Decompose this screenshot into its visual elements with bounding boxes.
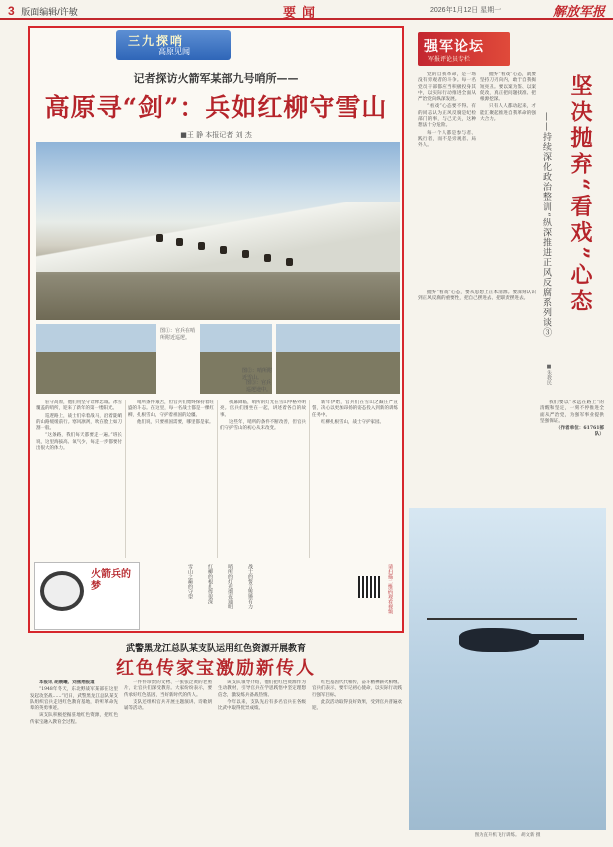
page-number: 3 <box>8 4 15 18</box>
paragraph: 我们要以“永远在路上”的清醒和坚定，一刻不停推进全面从严治党，为强军事业提供坚强保证。 <box>540 400 604 424</box>
rider-figure <box>264 254 271 262</box>
rider-figure <box>176 238 183 246</box>
paragraph: 一件件珍贵的文物、一张张泛黄的老照片，让官兵们深受教育。大家纷纷表示，要传承好红色基因，当好新时代的传人。 <box>124 680 212 698</box>
paragraph: 他们说，只要祖国需要，哪里都是家。 <box>137 419 214 425</box>
paragraph: 哨所条件艰苦，但官兵们始终保持着旺盛的斗志。在这里，每一名战士都是一棵红柳，扎根雪山，守护着祖国的边疆。 <box>128 400 214 418</box>
qr-prompt: 请扫描二维码观看视频 <box>387 564 393 614</box>
photo-caption-3: 图③：官兵巡逻途中。 <box>246 380 272 393</box>
rider-figure <box>220 246 227 254</box>
column-banner <box>116 30 231 60</box>
paragraph: 该支队领导介绍，他们把红色资源作为生动教材，引导官兵在学思践悟中坚定理想信念，激发练兵备战热情。 <box>218 680 306 698</box>
main-photo-snow-patrol <box>36 142 400 320</box>
snow-ridge <box>36 202 400 272</box>
feature-column-4 <box>312 400 398 558</box>
page-info <box>8 4 78 18</box>
paragraph: 只有人人都动起来，才能汇聚起推进自我革命的强大合力。 <box>480 104 536 123</box>
paragraph: 抛弃“看戏”心态，就要坚持刀刃向内，敢于自我揭短亮丑。要以案为鉴、以案促改，真正把问题找准、把根源挖深。 <box>480 72 536 103</box>
paragraph: 每一个人都是参与者、践行者，而不是旁观者、局外人。 <box>418 130 476 149</box>
rotor <box>427 618 577 620</box>
poem-line: 哨所的灯光彻夜通明 <box>227 564 233 609</box>
feature-column-2 <box>128 400 214 558</box>
paragraph: 巡逻路上，战士们牵着战马，沿着陡峭的山路缓缓前行。寒风凛冽，吹在脸上如刀割一般。 <box>36 413 122 432</box>
bottom-column-4 <box>312 680 402 840</box>
feature-headline: 高原寻“剑”：兵如红柳守雪山 <box>44 93 388 122</box>
commentary-tag-subtitle: 军报评论员专栏 <box>428 56 471 63</box>
paragraph: “看戏”心态要不得。有的同志认为正风反腐是纪检部门的事，与己无关，这种想法十分危险。 <box>418 104 476 129</box>
photo-caption-2: 图②：哨所附近雪山。 <box>242 368 273 381</box>
paragraph: 此次活动取得良好效果，受到官兵普遍欢迎。 <box>312 699 402 712</box>
paragraph: 该支队积极挖掘驻地红色资源，把红色传家宝融入教育全过程。 <box>30 713 118 725</box>
feature-column-3 <box>220 400 306 558</box>
bottom-kicker: 武警黑龙江总队某支队运用红色资源开展教育 <box>125 644 306 654</box>
paragraph: 今年以来，支队先后有多名官兵在各级比武中取得优异成绩。 <box>218 699 306 712</box>
helicopter-body <box>459 628 539 652</box>
paragraph: 红色基因代代相传，奋斗精神薪火相继。官兵们表示，要牢记初心使命，以实际行动践行强军目标。 <box>312 680 402 698</box>
poem-box <box>144 562 400 630</box>
bottom-column-2 <box>124 680 212 840</box>
poem-line: 红柳的根扎得很深 <box>207 564 213 604</box>
paragraph: 抛弃“看戏”心态，要从思想上正本清源。要深刻认识到正风反腐的重要性，把自己摆进去、把职责摆进去。 <box>418 290 536 302</box>
photo-monument <box>36 324 156 394</box>
banner-subtitle: 高原见闻 <box>158 47 190 56</box>
essay-title: 火箭兵的梦 <box>91 569 131 592</box>
page-header <box>0 0 613 20</box>
paragraph: 党的自我革命，是一场没有旁观者的斗争。每一名党员干部都应当积极投身其中，以实际行动推进全面从严治党向纵深发展。 <box>418 72 476 103</box>
commentary-column-1 <box>418 72 476 282</box>
feature-byline: ■王 静 本报记者 刘 杰 <box>180 131 252 139</box>
essay-box <box>34 562 140 630</box>
paragraph: “这条路，我们每天都要走一遍。”班长说，这里海拔高、氧气少，每走一步都要付出很大的体力。 <box>36 433 122 452</box>
bottom-column-3 <box>218 680 306 840</box>
poem-line: 战士的誓言铿锵有力 <box>247 564 253 609</box>
issue-date: 2026年1月12日 星期一 <box>430 7 502 14</box>
feature-column-1 <box>36 400 122 558</box>
photo-soldiers <box>276 324 400 394</box>
rider-figure <box>242 250 249 258</box>
page-editor: 版面编辑/许敏 <box>21 7 78 17</box>
poem-line: 雪山之巅的守望 <box>187 564 193 599</box>
qr-code-icon[interactable] <box>358 576 380 598</box>
photo-caption-1: 图①：官兵在哨所附近巡逻。 <box>160 328 196 341</box>
bottom-byline: 本报讯 胡晨曦、刘燕翔报道 <box>39 680 95 685</box>
commentary-column-4 <box>540 400 604 500</box>
commentary-author: ■朱教民 <box>546 364 552 385</box>
helicopter-caption: 图为直升机飞行训练。 胡文新 摄 <box>474 833 541 838</box>
rider-figure <box>286 258 293 266</box>
paragraph: 这些年，哨所的条件不断改善，但官兵们守护雪山的初心从未改变。 <box>220 419 306 432</box>
helicopter-tail <box>529 634 584 640</box>
paragraph: 支队还组织官兵开展主题演讲、诗歌朗诵等活动。 <box>124 699 212 712</box>
bottom-column-1 <box>30 680 118 840</box>
commentary-subhead: ——持续深化政治整训“纵深推进正风反腐系列谈③ <box>541 112 551 338</box>
commentary-column-2 <box>480 72 536 282</box>
commentary-tag <box>418 32 510 66</box>
rider-figure <box>156 234 163 242</box>
newspaper-logo: 解放军报 <box>552 5 605 20</box>
rider-figure <box>198 242 205 250</box>
paragraph: “1948年冬天，东北野战军某部在这里发起攻坚战……”近日，武警黑龙江总队某支队组织官兵走进红色教育基地，聆听革命先辈的英勇事迹。 <box>30 687 118 712</box>
commentary-headline: 坚决抛弃“看戏”心态 <box>567 74 593 316</box>
banner-title: 三九探哨 <box>128 34 185 48</box>
feature-kicker: 记者探访火箭军某部九号哨所—— <box>133 72 299 85</box>
paragraph: 新年伊始，官兵们在雪山之巅庄严宣誓，决心以更加昂扬的姿态投入到新的训练任务中。 <box>312 400 398 418</box>
feature-story <box>28 26 404 633</box>
paragraph: 夜幕降临，哨所的灯光在雪山中格外明亮。官兵们围坐在一起，讲述着各自的故事。 <box>220 400 306 418</box>
essay-illustration <box>40 571 84 611</box>
section-title: 要闻 <box>283 6 322 21</box>
paragraph: 驻守高原，他们用坚守诠释忠诚。冰雪覆盖的哨所，迎来了新年的第一缕阳光。 <box>36 400 122 412</box>
paragraph: （作者单位：61761部队） <box>555 426 604 438</box>
bottom-headline: 红色传家宝激励新传人 <box>116 658 316 679</box>
commentary-column-3 <box>418 290 536 490</box>
paragraph: 红柳扎根雪山，战士守护家园。 <box>321 419 384 425</box>
helicopter-photo <box>409 508 606 830</box>
commentary-tag-title: 强军论坛 <box>424 39 484 55</box>
